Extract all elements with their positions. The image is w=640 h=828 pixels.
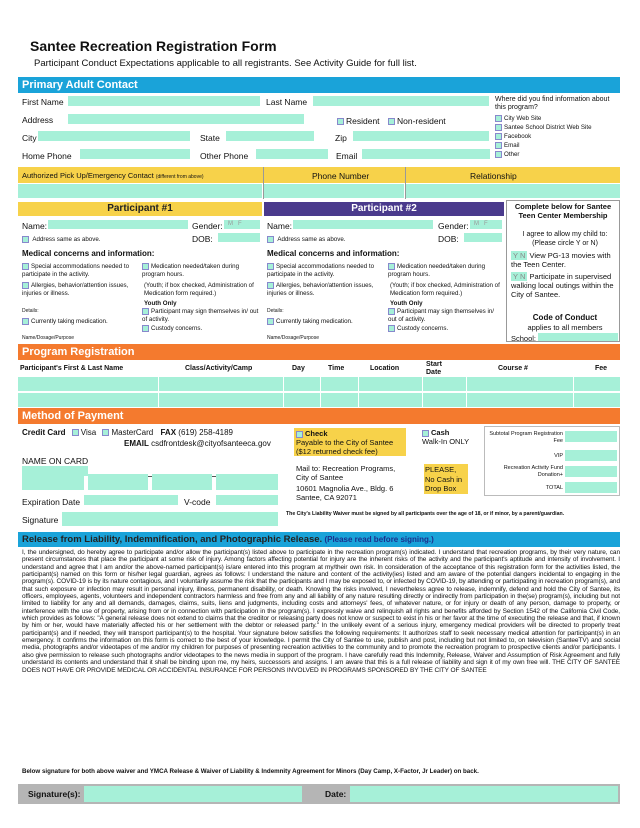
- find-info-question: Where did you find information about this program?: [495, 96, 610, 111]
- col-fee: Fee: [595, 365, 608, 372]
- check-box[interactable]: Check Payable to the City of Santee ($12 returned check fee): [294, 428, 406, 456]
- other-phone-label: Other Phone: [200, 151, 249, 161]
- p1-name-dosage-label: Name/Dosage/Purpose: [22, 335, 74, 341]
- credit-card-line: Credit Card Visa MasterCard FAX (619) 258-4189: [22, 428, 233, 437]
- p1-details-label: Details:: [22, 308, 39, 314]
- non-resident-label: Non-resident: [397, 116, 446, 126]
- release-body: I, the undersigned, do hereby agree to participate and/or allow the participant(s) listed above to participate in the recreation program(s) indicated. I understand that recreation programs, by their very nature, can present circumstances that place the participant at some risk of injury. Among factors affecting potential for injury are the inherent risks of the activity and the participant's aptitude and intensity of involvement. I understand and agree that I am and/or the above-named participant(s) is/are entered into this program at my/their own risk. In consideration of the acceptance of this registration form for the activities listed, the participant(s) named on this form or his/her legal guardian, agrees as follows: I understand the nature and content of the activity(ies) listed and am aware of the potential dangers incidental to engaging in the program(s). COVID-19 is by its nature contagious, and I voluntarily assume the risk that the participants and I may be exposed to, or infected by COVID-19, by attending or participating in recreation program(s), and that such exposure or infection may result in personal injury, illness, permanent disability, or death. Knowing the risks involved, I nevertheless agree to release, indemnify, defend and hold the City of Santee, its officers, employees, agents, volunteers and independent contractors harmless and free from any and all liability of any nature resulting directly or indirectly from participation in the(se) program(s), including but not limited to liability for any and all demands, damages, claims, suits, liens and judgments, including costs and attorneys' fees, of whatever nature, or for injury or death of any person, damage to property, or interference with the use of property, arising from or in connection with participation in the program(s). I expressly waive and relinquish all rights and benefits afforded by Section 1542 of the California Civil Code, which provides as follows: "A general release does not extend to claims that the creditor or releasing party does not know or suspect to exist in his or her favor at the time of executing the release and that, if known by him or her, would have materially affected his or her settlement with the debtor or released party." In the unlikely event of a serious injury, emergency medical providers will be directed to properly treat participant(s) and if needed, they will transport participant(s) to the hospital. Your signature below satisfies the following requirements: It authorizes staff to seek necessary medical attention for participant(s) in an emergency. It confirms the information on this form is correct to the best of your knowledge. I permit the City of Santee to use, publish and post, including but not limited to, on television (SanteeTV) and social media, photographs and/or videotapes of me and/or my children for purposes of presenting recreation activities to the community and to promote the recreation program to prospective clients and/or participants. I also give permission to release such photographs and/or videotapes to the news media in support of the program. I have carefully read this Indemnity, Release, Waiver and Assumption of Risk Agreement and fully understand its contents and understand that it shall be binding upon me, my heirs, successors and assigns. I am aware that this is a full release of liability and sign it of my own free will. THE CITY OF SANTEE DOES NOT HAVE OR PROVIDE MEDICAL OR ACCIDENTAL INSURANCE FOR PERSONS INVOLVED IN PROGRAMS SPONSORED BY THE CITY OF SANTEE: [22, 549, 620, 674]
- last-name-input[interactable]: [313, 96, 489, 106]
- p1-taking-medication[interactable]: Currently taking medication.: [22, 318, 140, 326]
- mail-to-text: Mail to: Recreation Programs, City of Santee: [296, 464, 396, 482]
- vcode-label: V-code: [184, 497, 211, 507]
- signatures-label: Signature(s):: [28, 789, 81, 799]
- p2-dob-input[interactable]: [464, 233, 502, 242]
- state-input[interactable]: [226, 131, 314, 141]
- teen-school-input[interactable]: [538, 333, 618, 341]
- p1-allergies[interactable]: Allergies, behavior/attention issues, injuries or illness.: [22, 282, 129, 297]
- rec-fund-input[interactable]: [565, 466, 617, 477]
- waiver-note: The City's Liability Waiver must be signed by all participants over the age of 18, or if minor, by a parent/guardian.: [286, 511, 565, 517]
- p1-same-address[interactable]: Address same as above.: [22, 236, 101, 244]
- release-below-note: Below signature for both above waiver and YMCA Release & Waiver of Liability & Indemnity Agreement for Minors (Day Camp, X-Factor, Jr Leader) on back.: [22, 768, 479, 775]
- visa-option[interactable]: Visa: [72, 428, 96, 437]
- other-phone-input[interactable]: [256, 149, 328, 159]
- expiration-input[interactable]: [84, 495, 178, 505]
- p1-youth-only: Youth Only: [144, 300, 177, 307]
- address-label: Address: [22, 115, 54, 125]
- p1-name-input[interactable]: [48, 220, 188, 229]
- teen-outings: Y N Participate in supervised walking local outings within the City of Santee.: [511, 272, 614, 299]
- phone-number-label: Phone Number: [312, 171, 370, 181]
- p2-dob-label: DOB:: [438, 234, 459, 244]
- col-day: Day: [292, 365, 305, 372]
- p2-name-input[interactable]: [293, 220, 433, 229]
- find-option-other[interactable]: Other: [495, 151, 620, 160]
- teen-header: Complete below for Santee Teen Center Membership: [514, 202, 612, 220]
- mastercard-option[interactable]: MasterCard: [102, 428, 153, 437]
- state-label: State: [200, 133, 220, 143]
- subtotal-input[interactable]: [565, 431, 617, 442]
- credit-card-label: Credit Card: [22, 428, 66, 437]
- fees-box: [484, 426, 620, 496]
- program-row-2[interactable]: [18, 393, 620, 407]
- p1-sign-out[interactable]: Participant may sign themselves in/ out of activity.: [142, 308, 259, 323]
- no-cash-notice: PLEASE, No Cash in Drop Box: [424, 464, 468, 494]
- program-header: Program Registration: [18, 344, 620, 360]
- participant-2-header: Participant #2: [264, 202, 504, 216]
- vip-input[interactable]: [565, 450, 617, 461]
- p2-special-accommodations[interactable]: Special accommodations needed to participate in the activity.: [267, 263, 375, 278]
- resident-label: Resident: [346, 116, 380, 126]
- zip-label: Zip: [335, 133, 347, 143]
- p2-med-note: (Youth; if box checked, Administration of Medication form required.): [390, 282, 500, 297]
- p1-dob-label: DOB:: [192, 234, 213, 244]
- date-label: Date:: [325, 789, 347, 799]
- teen-conduct-title: Code of Conduct: [532, 313, 598, 322]
- col-time: Time: [328, 365, 345, 372]
- total-label: TOTAL: [545, 485, 563, 491]
- find-option-school-web[interactable]: Santee School District Web Site: [495, 124, 620, 133]
- fax-number: (619) 258-4189: [178, 428, 233, 437]
- p1-gender-label: Gender:: [192, 221, 223, 231]
- resident-checkbox[interactable]: [337, 118, 344, 125]
- mail-address: 10601 Magnolia Ave., Bldg. 6 Santee, CA 92071: [296, 484, 394, 502]
- date-input[interactable]: [350, 786, 618, 802]
- rec-fund-label: Recreation Activity Fund Donation+: [503, 465, 563, 478]
- teen-allow: I agree to allow my child to: (Please circle Y or N): [522, 231, 608, 247]
- p1-dob-input[interactable]: [218, 233, 260, 242]
- pickup-name-input[interactable]: [18, 184, 262, 198]
- participant-1-header: Participant #1: [18, 202, 262, 216]
- city-input[interactable]: [38, 131, 190, 141]
- page-subtitle: Participant Conduct Expectations applicable to all registrants. See Activity Guide for full list.: [34, 58, 417, 69]
- p2-allergies[interactable]: Allergies, behavior/attention issues, injuries or illness.: [267, 282, 374, 297]
- p2-medical-heading: Medical concerns and information:: [267, 249, 400, 258]
- non-resident-option[interactable]: [388, 116, 446, 126]
- p1-med-needed[interactable]: Medication needed/taken during program hours.: [142, 263, 240, 278]
- p2-name-label: Name:: [267, 221, 293, 231]
- pickup-phone-input[interactable]: [264, 184, 404, 198]
- first-name-input[interactable]: [68, 96, 260, 106]
- program-row-1[interactable]: [18, 377, 620, 391]
- cash-option[interactable]: Cash Walk-In ONLY: [422, 428, 470, 446]
- email-line: EMAIL csdfrontdesk@cityofsanteeca.gov: [124, 439, 271, 448]
- p2-name-dosage-label: Name/Dosage/Purpose: [267, 335, 319, 341]
- card-signature-input[interactable]: [62, 512, 278, 526]
- p2-details-label: Details:: [267, 308, 284, 314]
- pickup-label: Authorized Pick Up/Emergency Contact (different from above): [22, 171, 204, 180]
- primary-contact-header: Primary Adult Contact: [18, 77, 620, 93]
- subtotal-label: Subtotal Program Registration Fee: [489, 431, 563, 444]
- p1-medical-heading: Medical concerns and information:: [22, 249, 155, 258]
- p1-special-accommodations[interactable]: Special accommodations needed to participate in the activity.: [22, 263, 130, 278]
- p2-same-address[interactable]: Address same as above.: [267, 236, 346, 244]
- find-info-options: [495, 115, 620, 160]
- teen-outings-yn[interactable]: Y N: [513, 272, 526, 281]
- p1-custody[interactable]: Custody concerns.: [142, 325, 262, 333]
- program-rows: [18, 377, 620, 407]
- find-option-email[interactable]: Email: [495, 142, 620, 151]
- vcode-input[interactable]: [216, 495, 278, 505]
- find-option-facebook[interactable]: Facebook: [495, 133, 620, 142]
- email-input[interactable]: [362, 149, 490, 159]
- p2-gender-input[interactable]: M F: [470, 220, 502, 229]
- first-name-label: First Name: [22, 97, 64, 107]
- last-name-label: Last Name: [266, 97, 308, 107]
- non-resident-checkbox[interactable]: [388, 118, 395, 125]
- program-columns: [18, 361, 620, 377]
- teen-school-label: School:: [511, 334, 537, 343]
- p2-taking-medication[interactable]: Currently taking medication.: [267, 318, 385, 326]
- col-start-date: Start Date: [426, 361, 442, 376]
- name-on-card-label: NAME ON CARD: [22, 456, 89, 466]
- p1-med-note: (Youth; if box checked, Administration of Medication form required.): [144, 282, 254, 297]
- teen-movies: Y N View PG-13 movies with the Teen Center.: [511, 251, 611, 269]
- col-participant: Participant's First & Last Name: [20, 365, 124, 372]
- total-input[interactable]: [565, 482, 617, 493]
- col-location: Location: [370, 365, 400, 372]
- teen-conduct-text: applies to all members: [527, 323, 603, 332]
- signatures-input[interactable]: [84, 786, 302, 802]
- signature-label: Signature: [22, 515, 59, 525]
- pickup-relationship-input[interactable]: [406, 184, 620, 198]
- col-course: Course #: [498, 365, 528, 372]
- relationship-label: Relationship: [470, 171, 517, 181]
- page-title: Santee Recreation Registration Form: [30, 38, 277, 54]
- p2-sign-out[interactable]: Participant may sign themselves in/ out of activity.: [388, 308, 494, 323]
- p2-custody[interactable]: Custody concerns.: [388, 325, 504, 333]
- payment-email: csdfrontdesk@cityofsanteeca.gov: [151, 439, 271, 448]
- p2-med-needed[interactable]: Medication needed/taken during program hours.: [388, 263, 486, 278]
- p2-gender-label: Gender:: [438, 221, 469, 231]
- release-header: Release from Liability, Indemnification, and Photographic Release. (Please read before signing.): [18, 532, 620, 547]
- expiration-label: Expiration Date: [22, 497, 81, 507]
- email-label: Email: [336, 151, 358, 161]
- address-input[interactable]: [68, 114, 304, 124]
- vip-label: VIP: [554, 453, 563, 459]
- find-option-city-web[interactable]: City Web Site: [495, 115, 620, 124]
- p1-name-label: Name:: [22, 221, 48, 231]
- p2-youth-only: Youth Only: [390, 300, 423, 307]
- card-number-input[interactable]: [22, 474, 278, 490]
- home-phone-input[interactable]: [80, 149, 190, 159]
- resident-option[interactable]: [337, 116, 380, 126]
- payment-header: Method of Payment: [18, 408, 620, 424]
- teen-movies-yn[interactable]: Y N: [513, 251, 526, 260]
- zip-input[interactable]: [353, 131, 489, 141]
- home-phone-label: Home Phone: [22, 151, 72, 161]
- city-label: City: [22, 133, 37, 143]
- p1-gender-input[interactable]: M F: [224, 220, 260, 229]
- col-class: Class/Activity/Camp: [185, 365, 253, 372]
